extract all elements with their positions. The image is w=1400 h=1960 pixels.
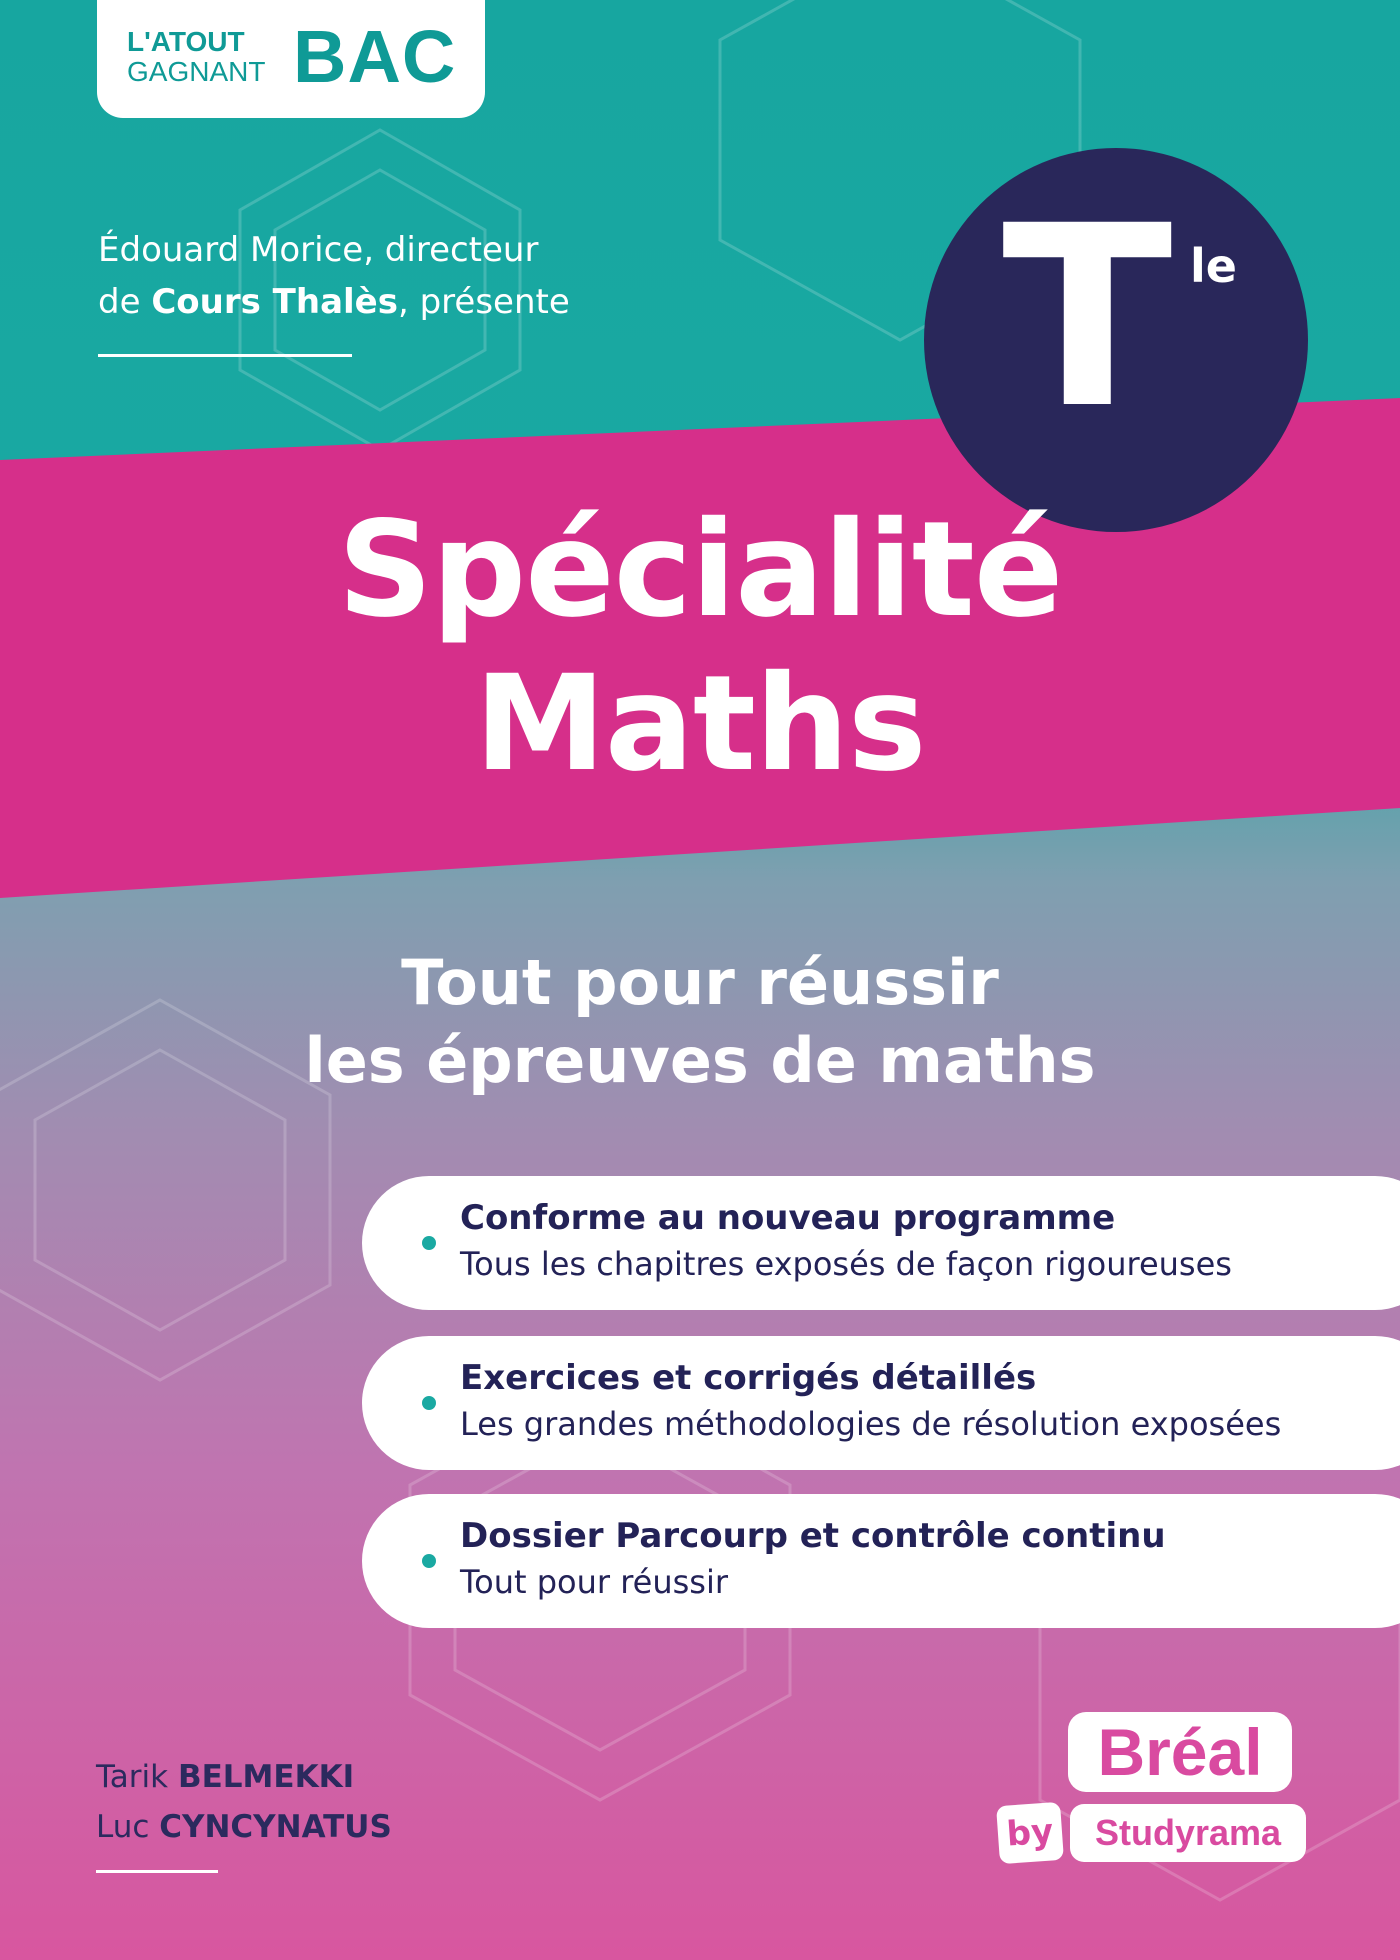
- bullet-dot-icon: [422, 1554, 436, 1568]
- series-logo-line2: GAGNANT: [127, 56, 266, 87]
- feature-description: Les grandes méthodologies de résolution exposées: [460, 1405, 1282, 1443]
- feature-description: Tout pour réussir: [460, 1563, 728, 1601]
- feature-pill-1: [362, 1176, 1400, 1310]
- feature-title: Exercices et corrigés détaillés: [460, 1358, 1037, 1398]
- level-badge: [924, 148, 1308, 532]
- series-logo-bac: BAC: [293, 15, 457, 98]
- series-logo-line1: L'ATOUT: [127, 26, 245, 57]
- feature-description: Tous les chapitres exposés de façon rigoureuses: [460, 1245, 1232, 1283]
- authors: [96, 1752, 392, 1852]
- title-line1: Spécialité: [337, 493, 1063, 647]
- presenter-line1: Édouard Morice, directeur: [98, 230, 539, 270]
- bullet-dot-icon: [422, 1236, 436, 1250]
- tagline-line1: Tout pour réussir: [401, 946, 999, 1019]
- feature-title: Dossier Parcourp et contrôle continu: [460, 1516, 1166, 1556]
- feature-pill-2: [362, 1336, 1400, 1470]
- publisher-group: Studyrama: [1070, 1804, 1306, 1862]
- bullet-dot-icon: [422, 1396, 436, 1410]
- authors-divider: [96, 1870, 218, 1873]
- author-first-name: Tarik: [96, 1759, 169, 1795]
- author-last-name: BELMEKKI: [177, 1759, 355, 1795]
- tagline: [0, 944, 1400, 1100]
- tagline-line2: les épreuves de maths: [304, 1024, 1096, 1097]
- publisher-by: by: [996, 1802, 1064, 1864]
- title-line2: Maths: [474, 647, 926, 801]
- author-1: [96, 1752, 392, 1802]
- feature-title: Conforme au nouveau programme: [460, 1198, 1116, 1238]
- author-first-name: Luc: [96, 1809, 150, 1845]
- author-2: [96, 1802, 392, 1852]
- presenter-suffix: , présente: [397, 282, 570, 322]
- publisher-name: Bréal: [1068, 1712, 1292, 1792]
- feature-pill-3: [362, 1494, 1400, 1628]
- presenter-organization: Cours Thalès: [151, 282, 398, 322]
- level-superscript: le: [1190, 239, 1237, 293]
- author-last-name: CYNCYNATUS: [159, 1809, 392, 1845]
- presenter-prefix: de: [98, 282, 152, 322]
- level-letter: T: [1002, 172, 1173, 463]
